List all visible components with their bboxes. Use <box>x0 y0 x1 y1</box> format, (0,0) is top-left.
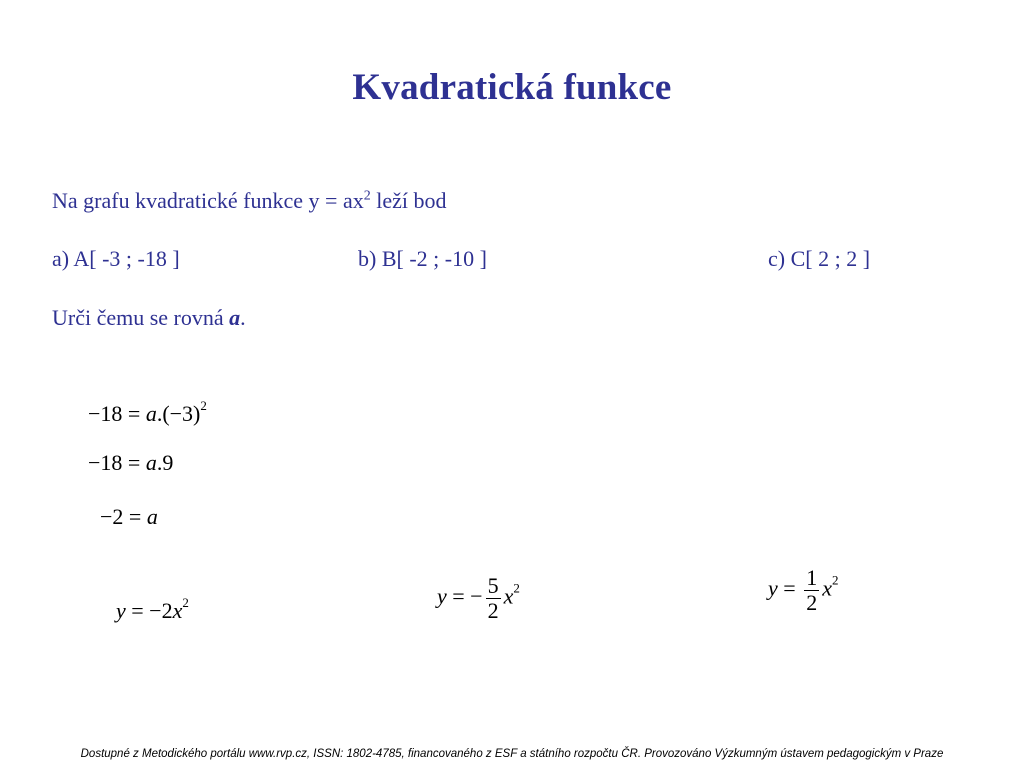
result-a <box>116 595 189 624</box>
result-b-eq: = − <box>446 583 483 609</box>
intro-main: Na grafu kvadratické funkce y = ax <box>52 188 364 213</box>
option-a: a) A[ -3 ; -18 ] <box>52 246 180 271</box>
result-a-eq: = −2 <box>125 598 173 623</box>
result-b-fraction <box>486 574 501 623</box>
result-b-y: y <box>437 583 447 609</box>
task-suffix: . <box>240 305 246 330</box>
intro-exponent: 2 <box>363 188 371 204</box>
result-c-y: y <box>768 575 778 601</box>
result-a-x: x <box>172 598 183 623</box>
option-b: b) B[ -2 ; -10 ] <box>358 246 487 271</box>
task-variable: a <box>229 305 241 330</box>
step1-var: a <box>145 401 157 426</box>
result-a-exp: 2 <box>182 595 189 610</box>
task-prefix: Urči čemu se rovná <box>52 305 230 330</box>
result-c-x: x <box>822 575 832 601</box>
step2-lhs: −18 = <box>88 450 146 475</box>
footer-credit: Dostupné z Metodického portálu www.rvp.cz, ISSN: 1802-4785, financovaného z ESF a státního rozpočtu ČR. Provozováno Výzkumným ústavem pedagogickým v Praze <box>80 748 944 760</box>
option-c: c) C[ 2 ; 2 ] <box>768 246 871 271</box>
result-c <box>768 566 838 615</box>
result-c-numerator: 1 <box>806 565 818 590</box>
result-b-numerator: 5 <box>487 573 499 598</box>
task-text <box>52 305 246 331</box>
step-line-3 <box>100 504 158 530</box>
result-c-exp: 2 <box>831 572 839 588</box>
step2-rhs: .9 <box>156 450 174 475</box>
result-a-y: y <box>116 598 126 623</box>
step3-var: a <box>146 504 158 529</box>
step-line-2 <box>88 450 173 476</box>
step1-exp: 2 <box>200 398 207 413</box>
result-b-denominator: 2 <box>487 598 499 623</box>
step1-lhs: −18 = <box>88 401 146 426</box>
result-c-denominator: 2 <box>806 590 818 615</box>
step1-rhs: .(−3) <box>156 401 201 426</box>
result-c-eq: = <box>777 575 802 601</box>
result-b <box>437 574 520 623</box>
result-c-fraction <box>804 566 819 615</box>
result-b-x: x <box>503 583 514 609</box>
intro-after: leží bod <box>370 188 447 213</box>
step3-lhs: −2 = <box>100 504 147 529</box>
step2-var: a <box>145 450 157 475</box>
slide-title: Kvadratická funkce <box>352 67 672 108</box>
intro-text <box>52 188 446 214</box>
result-b-exp: 2 <box>513 580 520 596</box>
step-line-1 <box>88 398 207 427</box>
